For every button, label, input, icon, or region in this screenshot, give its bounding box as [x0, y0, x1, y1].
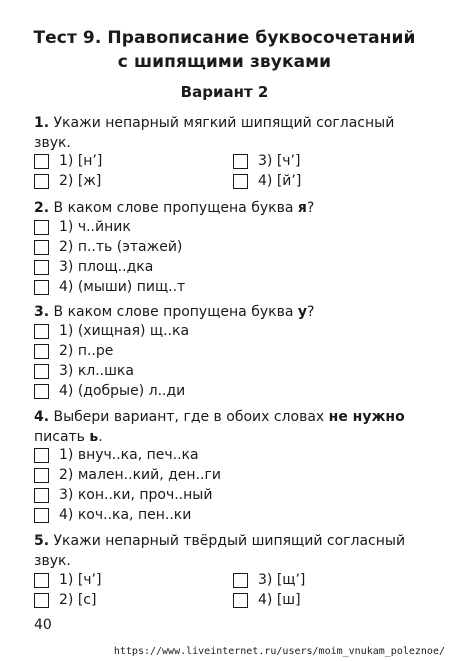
option-label: 3) площ..дка [59, 259, 154, 275]
q3-option-3[interactable] [34, 362, 134, 380]
checkbox[interactable] [233, 573, 248, 588]
question-1-number: 1. [34, 115, 50, 131]
checkbox[interactable] [34, 154, 49, 169]
checkbox[interactable] [34, 260, 49, 275]
option-label: 4) [й’] [258, 173, 302, 189]
option-label: 2) п..ть (этажей) [59, 239, 183, 255]
checkbox[interactable] [233, 174, 248, 189]
q2-option-2[interactable] [34, 238, 182, 256]
test-title-line2: с шипящими звуками [117, 52, 332, 72]
checkbox[interactable] [34, 384, 49, 399]
checkbox[interactable] [34, 344, 49, 359]
question-4 [34, 407, 418, 447]
q3-option-1[interactable] [34, 322, 189, 340]
question-2-number: 2. [34, 200, 50, 216]
option-label: 1) [н’] [59, 153, 103, 169]
checkbox[interactable] [34, 280, 49, 295]
option-label: 4) коч..ка, пен..ки [59, 507, 192, 523]
option-label: 2) [с] [59, 592, 97, 608]
footer-url[interactable]: https://www.liveinternet.ru/users/moim_vnukam_poleznoe/ [113, 646, 445, 657]
checkbox[interactable] [34, 488, 49, 503]
q2-option-4[interactable] [34, 278, 185, 296]
question-3 [34, 302, 418, 322]
option-label: 3) кл..шка [59, 363, 134, 379]
option-label: 1) [ч’] [59, 572, 102, 588]
q5-option-3[interactable] [233, 571, 305, 589]
question-5-number: 5. [34, 533, 50, 549]
checkbox[interactable] [233, 154, 248, 169]
checkbox[interactable] [34, 174, 49, 189]
variant-label: Вариант 2 [180, 83, 269, 101]
question-3-text: В каком слове пропущена буква [53, 304, 298, 320]
checkbox[interactable] [34, 573, 49, 588]
q4-option-3[interactable] [34, 486, 212, 504]
q5-option-2[interactable] [34, 591, 96, 609]
question-4-text: Выбери вариант, где в обоих словах [53, 409, 329, 425]
q3-option-4[interactable] [34, 382, 185, 400]
question-4-text-mid: писать [34, 429, 90, 445]
checkbox[interactable] [233, 593, 248, 608]
q1-option-3[interactable] [233, 152, 300, 170]
question-4-punct: . [98, 429, 103, 445]
question-2-punct: ? [306, 200, 315, 216]
q2-option-3[interactable] [34, 258, 153, 276]
option-label: 4) (мыши) пищ..т [59, 279, 186, 295]
question-2 [34, 198, 418, 218]
question-3-letter: у [297, 304, 307, 320]
checkbox[interactable] [34, 220, 49, 235]
q1-option-2[interactable] [34, 172, 101, 190]
q5-option-1[interactable] [34, 571, 101, 589]
question-2-text: В каком слове пропущена буква [53, 200, 298, 216]
checkbox[interactable] [34, 508, 49, 523]
option-label: 4) [ш] [258, 592, 301, 608]
q4-option-2[interactable] [34, 466, 221, 484]
option-label: 2) п..ре [59, 343, 114, 359]
q5-option-4[interactable] [233, 591, 301, 609]
page-number: 40 [34, 617, 52, 633]
question-3-punct: ? [307, 304, 315, 320]
option-label: 4) (добрые) л..ди [59, 383, 186, 399]
question-3-number: 3. [34, 304, 50, 320]
question-1-text: Укажи непарный мягкий шипящий согласный звук. [34, 115, 395, 151]
q1-option-1[interactable] [34, 152, 102, 170]
q2-option-1[interactable] [34, 218, 131, 236]
checkbox[interactable] [34, 593, 49, 608]
option-label: 2) мален..кий, ден..ги [59, 467, 221, 483]
option-label: 1) ч..йник [59, 219, 131, 235]
option-label: 2) [ж] [59, 173, 102, 189]
q1-option-4[interactable] [233, 172, 301, 190]
checkbox[interactable] [34, 364, 49, 379]
option-label: 1) (хищная) щ..ка [59, 323, 190, 339]
q4-option-1[interactable] [34, 446, 199, 464]
checkbox[interactable] [34, 468, 49, 483]
test-title-line1: Тест 9. Правописание буквосочетаний [33, 28, 416, 48]
question-4-number: 4. [34, 409, 50, 425]
option-label: 3) [ч’] [258, 153, 301, 169]
checkbox[interactable] [34, 448, 49, 463]
question-2-letter: я [297, 200, 307, 216]
question-1 [34, 113, 418, 153]
question-5 [34, 531, 418, 571]
q3-option-2[interactable] [34, 342, 113, 360]
option-label: 3) кон..ки, проч..ный [59, 487, 213, 503]
option-label: 3) [щ’] [258, 572, 306, 588]
question-5-text: Укажи непарный твёрдый шипящий согласный звук. [34, 533, 406, 569]
question-4-emphasis: не нужно [328, 409, 405, 425]
checkbox[interactable] [34, 240, 49, 255]
checkbox[interactable] [34, 324, 49, 339]
q4-option-4[interactable] [34, 506, 191, 524]
option-label: 1) внуч..ка, печ..ка [59, 447, 199, 463]
question-4-letter: ь [89, 429, 99, 445]
